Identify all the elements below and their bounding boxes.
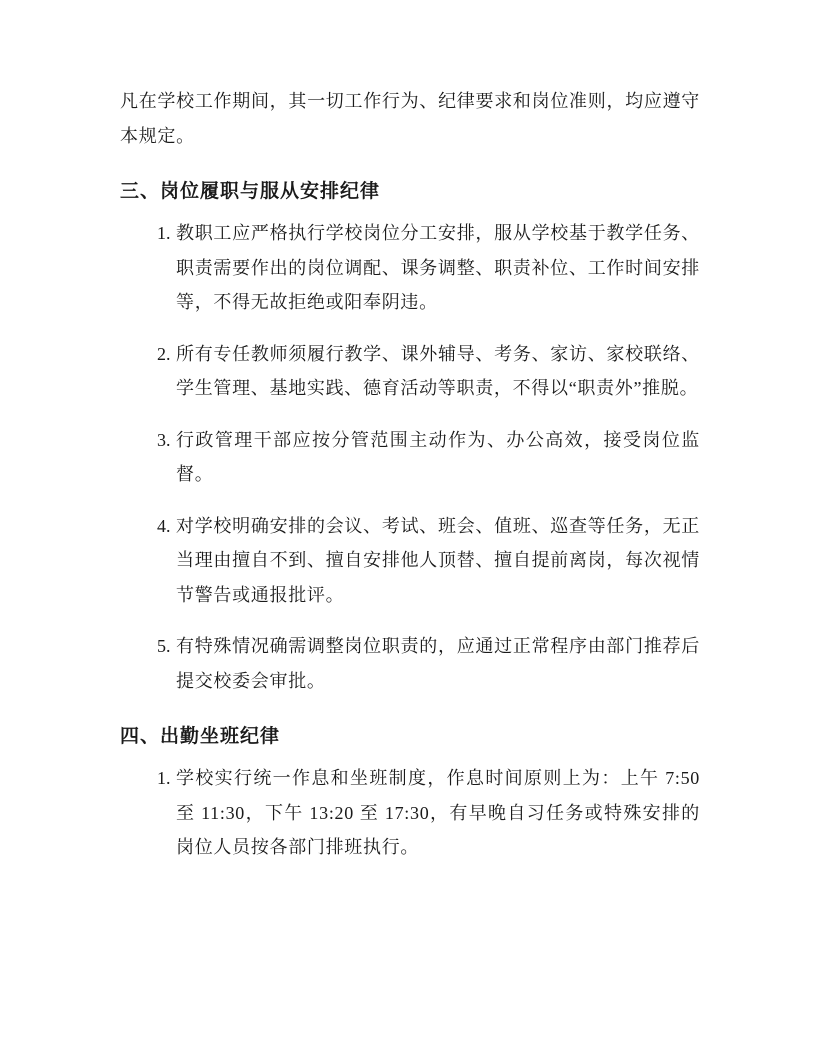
attendance-discipline-list [120,761,700,865]
list-item [120,761,700,865]
intro-paragraph: 凡在学校工作期间，其一切工作行为、纪律要求和岗位准则，均应遵守本规定。 [120,91,700,146]
list-item-text: 学校实行统一作息和坐班制度，作息时间原则上为：上午 7:50 至 11:30，下午 13:20 至 17:30，有早晚自习任务或特殊安排的岗位人员按各部门排班执行。 [176,768,700,857]
list-item [120,337,700,406]
list-item-number: 3. [157,429,171,450]
list-item-text: 行政管理干部应按分管范围主动作为、办公高效，接受岗位监督。 [176,429,700,484]
list-item-text: 教职工应严格执行学校岗位分工安排，服从学校基于教学任务、职责需要作出的岗位调配、课务调整、职责补位、工作时间安排等，不得无故拒绝或阳奉阴违。 [176,223,700,312]
list-item [120,216,700,320]
list-item-text: 有特殊情况确需调整岗位职责的，应通过正常程序由部门推荐后提交校委会审批。 [176,636,700,691]
duty-discipline-list [120,216,700,698]
list-item-text: 所有专任教师须履行教学、课外辅导、考务、家访、家校联络、学生管理、基地实践、德育活动等职责，不得以“职责外”推脱。 [176,343,700,398]
section-heading-duty-discipline: 三、岗位履职与服从安排纪律 [120,181,381,202]
list-item-number: 5. [157,636,171,656]
list-item-number: 4. [157,515,171,536]
list-item [120,509,700,613]
list-item [120,423,700,492]
list-item-text: 对学校明确安排的会议、考试、班会、值班、巡查等任务，无正当理由擅自不到、擅自安排他人顶替、擅自提前离岗，每次视情节警告或通报批评。 [176,515,700,605]
list-item-number: 1. [157,223,171,243]
list-item [120,629,700,698]
list-item-number: 2. [157,343,171,364]
section-heading-attendance-discipline: 四、出勤坐班纪律 [120,726,281,747]
list-item-number: 1. [157,768,171,788]
